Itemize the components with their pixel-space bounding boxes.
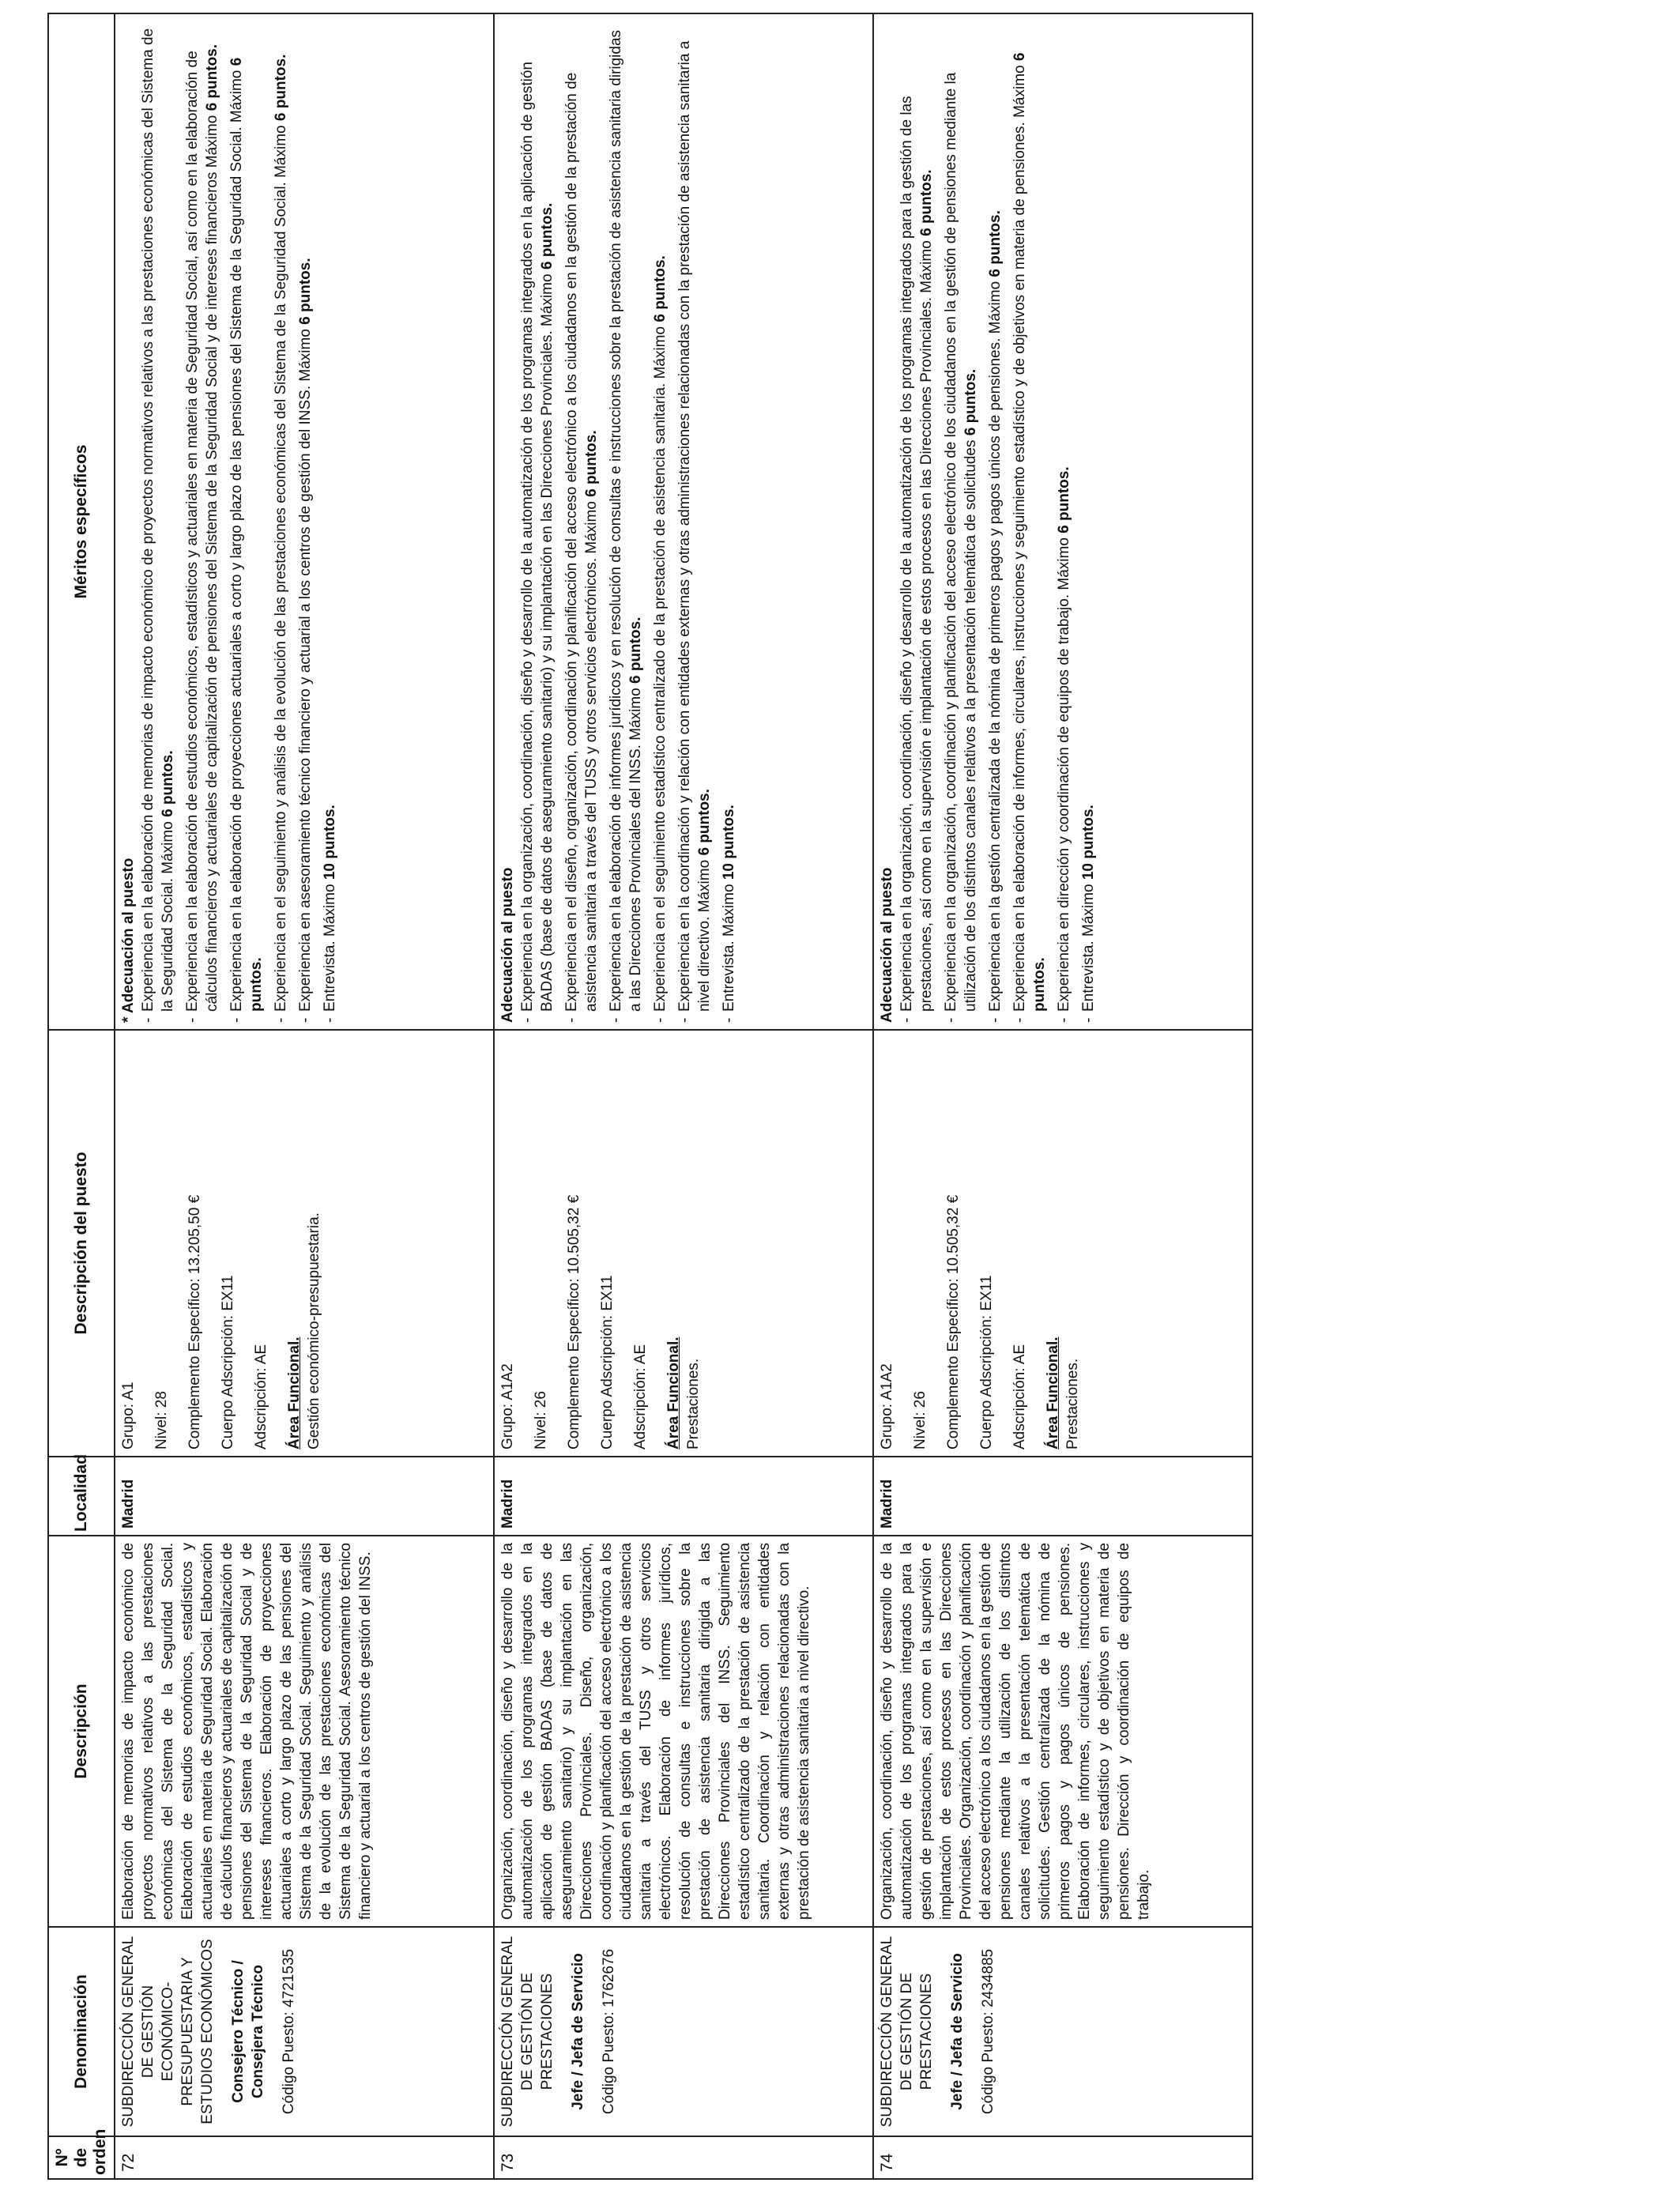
codigo-puesto: Código Puesto: 4721535 (281, 1948, 297, 2115)
meritos-header: Adecuación al puesto (499, 867, 516, 1023)
codigo-puesto: Código Puesto: 2434885 (980, 1948, 996, 2115)
cargo: Jefe / Jefa de Servicio (949, 1953, 966, 2110)
nivel: Nivel: 28 (153, 1391, 170, 1449)
list-item: - Experiencia en el seguimiento estadístico centralizado de la prestación de asistencia sanitaria. Máximo 6 puntos. (650, 21, 670, 1023)
adscripcion: Adscripción: AE (1011, 1344, 1028, 1449)
meritos-header: * Adecuación al puesto (120, 858, 137, 1023)
header-descripcion: Descripción (48, 1536, 115, 1927)
meritos-cell (873, 13, 1252, 1030)
cuerpo: Cuerpo Adscripción: EX11 (599, 1275, 616, 1449)
cargo: Consejero Técnico / Consejera Técnico (230, 1960, 266, 2103)
subdireccion: SUBDIRECCIÓN GENERAL DE GESTIÓN ECONÓMICO-PRESUPUESTARIA Y ESTUDIOS ECONÓMICOS (120, 1936, 216, 2128)
list-item: - Experiencia en la elaboración de proyecciones actuariales a corto y largo plazo de las pensiones del Sistema de la Seguridad Social. Máximo 6 puntos. (227, 21, 266, 1023)
list-item: - Experiencia en la elaboración de memorias de impacto económico de proyectos normativos relativos a las prestaciones económicas del Sistema de la Seguridad Social. Máximo 6 puntos. (138, 21, 178, 1023)
cuerpo: Cuerpo Adscripción: EX11 (978, 1275, 995, 1449)
header-meritos: Méritos específicos (48, 13, 115, 1030)
complemento: Complemento Específico: 10.505,32 € (566, 1194, 582, 1449)
list-item: - Experiencia en la organización, coordinación, diseño y desarrollo de la automatización de los programas integrados para la gestión de las prestaciones, así como en la supervisión e implantación de estos procesos en las Direcciones Provinciales. Máximo 6 puntos. (897, 21, 936, 1023)
table-row (873, 13, 1252, 2179)
localidad-cell: Madrid (115, 1457, 494, 1536)
header-orden: Nº de orden (48, 2136, 115, 2179)
list-item: - Experiencia en la elaboración de informes, circulares, instrucciones y seguimiento estadístico y de objetivos en materia de pensiones. Máximo 6 puntos. (1010, 21, 1049, 1023)
table-row (115, 13, 494, 2179)
list-item: - Experiencia en el diseño, organización, coordinación y planificación del acceso electrónico a los ciudadanos en la gestión de la prestación de asistencia sanitaria a través del TUSS y otros servicios electrónicos. Máximo 6 puntos. (562, 21, 601, 1023)
denominacion-cell (115, 1927, 494, 2136)
adscripcion: Adscripción: AE (632, 1344, 649, 1449)
orden-cell: 73 (494, 2136, 873, 2179)
list-item: - Entrevista. Máximo 10 puntos. (320, 21, 340, 1023)
adscripcion: Adscripción: AE (253, 1344, 269, 1449)
denominacion-cell (873, 1927, 1252, 2136)
header-localidad: Localidad (48, 1457, 115, 1536)
header-descripcion-puesto: Descripción del puesto (48, 1030, 115, 1457)
complemento: Complemento Específico: 10.505,32 € (945, 1194, 962, 1449)
list-item: - Entrevista. Máximo 10 puntos. (719, 21, 739, 1023)
area-funcional: Prestaciones. (685, 1358, 702, 1449)
header-row (48, 13, 115, 2179)
meritos-list (518, 21, 739, 1023)
cargo: Jefe / Jefa de Servicio (570, 1953, 586, 2110)
list-item: - Experiencia en el seguimiento y análisis de la evolución de las prestaciones económicas del Sistema de la Seguridad Social. Máximo 6 puntos. (271, 21, 291, 1023)
list-item: - Experiencia en asesoramiento técnico financiero y actuarial a los centros de gestión del INSS. Máximo 6 puntos. (296, 21, 315, 1023)
cuerpo: Cuerpo Adscripción: EX11 (220, 1275, 236, 1449)
plazas-table (47, 13, 1253, 2180)
descripcion-cell: Organización, coordinación, diseño y desarrollo de la automatización de los programas integrados para la gestión de prestaciones, así como en la supervisión e implantación de estos procesos en las Direcciones Provinciales. Organización, coordinación y planificación del acceso electrónico a los ciudadanos en la gestión de pensiones mediante la utilización de los distintos canales relativos a la presentación telemática de solicitudes. Gestión centralizada de la nómina de primeros pagos y pagos únicos de pensiones. Elaboración de informes, circulares, instrucciones y seguimiento estadístico y de objetivos en materia de pensiones. Dirección y coordinación de equipos de trabajo. (873, 1536, 1252, 1927)
meritos-header: Adecuación al puesto (879, 867, 895, 1023)
grupo: Grupo: A1A2 (499, 1363, 516, 1449)
grupo: Grupo: A1 (120, 1382, 137, 1449)
subdireccion: SUBDIRECCIÓN GENERAL DE GESTIÓN DE PRESTACIONES (499, 1936, 556, 2128)
list-item: - Experiencia en dirección y coordinación de equipos de trabajo. Máximo 6 puntos. (1054, 21, 1074, 1023)
area-funcional: Prestaciones. (1064, 1358, 1081, 1449)
nivel: Nivel: 26 (912, 1391, 929, 1449)
meritos-cell (494, 13, 873, 1030)
orden-cell: 72 (115, 2136, 494, 2179)
list-item: - Experiencia en la organización, coordinación, diseño y desarrollo de la automatización de los programas integrados en la aplicación de gestión BADAS (base de datos de aseguramiento sanitario) y su implantación en las Direcciones Provinciales. Máximo 6 puntos. (518, 21, 557, 1023)
orden-cell: 74 (873, 2136, 1252, 2179)
meritos-list (138, 21, 340, 1023)
area-funcional-label: Área Funcional. (665, 1336, 682, 1449)
list-item: - Experiencia en la elaboración de estudios económicos, estadísticos y actuariales en materia de Seguridad Social, así como en la elaboración de cálculos financieros y actuariales de capitalización de pensiones del Sistema de la Seguridad Social y de intereses financieros Máximo 6 puntos. (183, 21, 222, 1023)
meritos-cell (115, 13, 494, 1030)
descripcion-cell: Elaboración de memorias de impacto económico de proyectos normativos relativos a las prestaciones económicas del Sistema de la Seguridad Social. Elaboración de estudios económicos, estadísticos y actuariales en materia de Seguridad Social. Elaboración de cálculos financieros y actuariales de capitalización de pensiones del Sistema de la Seguridad Social y de intereses financieros. Elaboración de proyecciones actuariales a corto y largo plazo de las pensiones del Sistema de la Seguridad Social. Seguimiento y análisis de la evolución de las prestaciones económicas del Sistema de la Seguridad Social. Asesoramiento técnico financiero y actuarial a los centros de gestión del INSS. (115, 1536, 494, 1927)
descripcion-puesto-cell (115, 1030, 494, 1457)
descripcion-cell: Organización, coordinación, diseño y desarrollo de la automatización de los programas integrados en la aplicación de gestión BADAS (base de datos de aseguramiento sanitario) y su implantación en las Direcciones Provinciales. Diseño, organización, coordinación y planificación del acceso electrónico a los ciudadanos en la gestión de la prestación de asistencia sanitaria a través del TUSS y otros servicios electrónicos. Elaboración de informes jurídicos, resolución de consultas e instrucciones sobre la prestación de asistencia sanitaria dirigida a las Direcciones Provinciales del INSS. Seguimiento estadístico centralizado de la prestación de asistencia sanitaria. Coordinación y relación con entidades externas y otras administraciones relacionadas con la prestación de asistencia sanitaria a nivel directivo. (494, 1536, 873, 1927)
complemento: Complemento Específico: 13.205,50 € (186, 1194, 203, 1449)
subdireccion: SUBDIRECCIÓN GENERAL DE GESTIÓN DE PRESTACIONES (879, 1936, 935, 2128)
header-denominacion: Denominación (48, 1927, 115, 2136)
grupo: Grupo: A1A2 (879, 1363, 895, 1449)
nivel: Nivel: 26 (533, 1391, 549, 1449)
table-row (494, 13, 873, 2179)
denominacion-cell (494, 1927, 873, 2136)
area-funcional: Gestión económico-presupuestaria. (306, 1212, 322, 1449)
meritos-list (897, 21, 1098, 1023)
list-item: - Experiencia en la coordinación y relación con entidades externas y otras administraciones relacionadas con la prestación de asistencia sanitaria a nivel directivo. Máximo 6 puntos. (675, 21, 714, 1023)
localidad-cell: Madrid (494, 1457, 873, 1536)
rotated-page (47, 14, 1249, 2180)
descripcion-puesto-cell (494, 1030, 873, 1457)
descripcion-puesto-cell (873, 1030, 1252, 1457)
area-funcional-label: Área Funcional. (286, 1336, 303, 1449)
area-funcional-label: Área Funcional. (1045, 1336, 1061, 1449)
list-item: - Experiencia en la organización, coordinación y planificación del acceso electrónico de los ciudadanos en la gestión de pensiones mediante la utilización de los distintos canales relativos a la presentación telemática de solicitudes 6 puntos. (941, 21, 981, 1023)
localidad-cell: Madrid (873, 1457, 1252, 1536)
list-item: - Entrevista. Máximo 10 puntos. (1079, 21, 1098, 1023)
list-item: - Experiencia en la elaboración de informes jurídicos y en resolución de consultas e instrucciones sobre la prestación de asistencia sanitaria dirigidas a las Direcciones Provinciales del INSS. Máximo 6 puntos. (606, 21, 646, 1023)
codigo-puesto: Código Puesto: 1762676 (601, 1948, 617, 2115)
list-item: - Experiencia en la gestión centralizada de la nómina de primeros pagos y pagos únicos de pensiones. Máximo 6 puntos. (985, 21, 1005, 1023)
